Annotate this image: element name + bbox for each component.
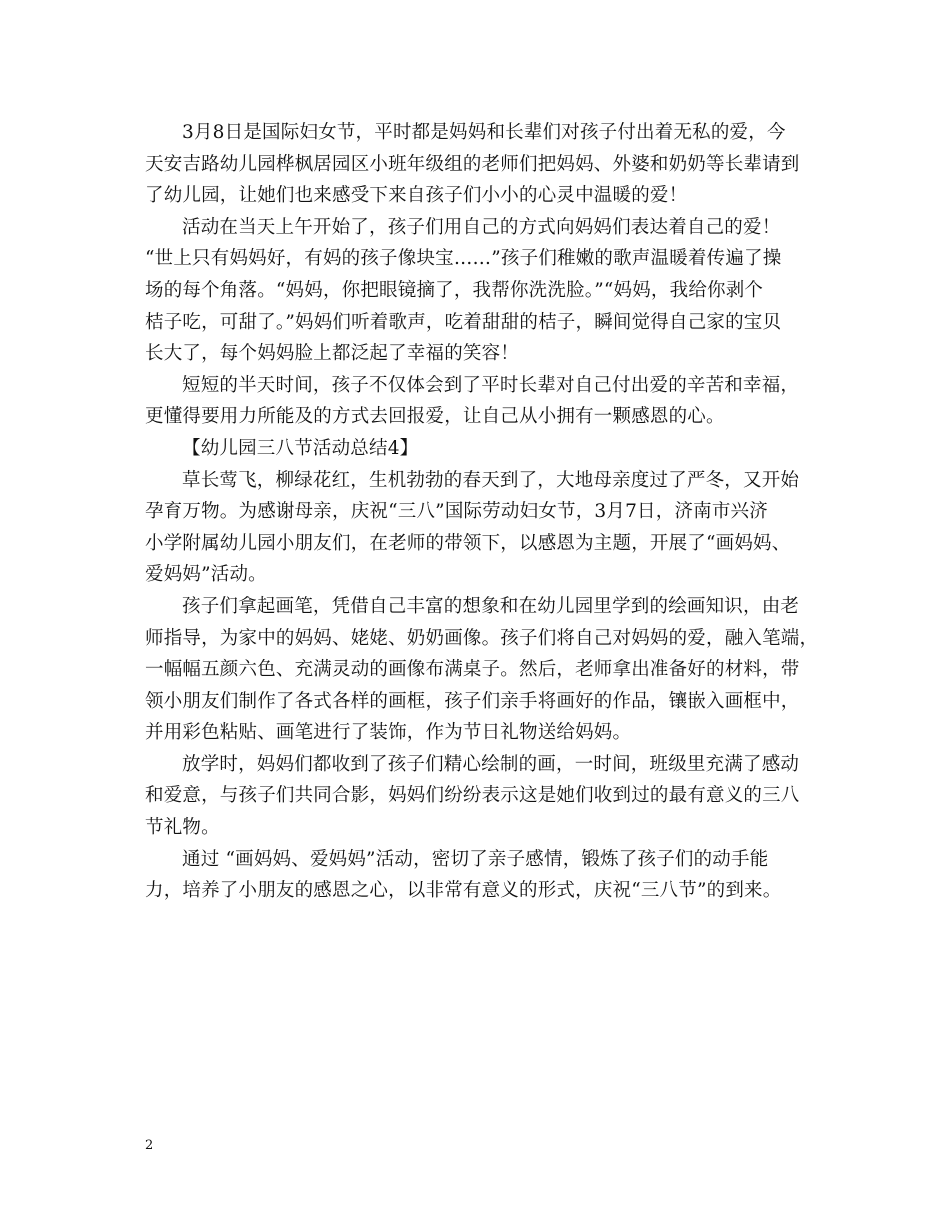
paragraph: [145, 749, 805, 844]
text-line: 和爱意，与孩子们共同合影，妈妈们纷纷表示这是她们收到过的最有意义的三八: [145, 785, 800, 807]
paragraph: [145, 370, 805, 433]
document-body: [145, 117, 819, 907]
paragraph: [145, 117, 805, 212]
text-line: 桔子吃，可甜了。”妈妈们听着歌声，吃着甜甜的桔子，瞬间觉得自己家的宝贝: [145, 311, 782, 333]
text-line: 天安吉路幼儿园桦枫居园区小班年级组的老师们把妈妈、外婆和奶奶等长辈请到: [145, 153, 800, 175]
text-line: 孕育万物。为感谢母亲，庆祝“三八”国际劳动妇女节，3月7日，济南市兴济: [145, 501, 768, 523]
text-line: 3月8日是国际妇女节，平时都是妈妈和长辈们对孩子付出着无私的爱，今: [182, 122, 786, 143]
page-number: 2: [145, 1138, 154, 1153]
paragraph: [145, 844, 805, 907]
paragraph: [145, 433, 805, 465]
text-line: 草长莺飞，柳绿花红，生机勃勃的春天到了，大地母亲度过了严冬，又开始: [182, 469, 800, 491]
paragraph: [145, 212, 805, 370]
paragraph: [145, 465, 805, 591]
text-line: 了幼儿园，让她们也来感受下来自孩子们小小的心灵中温暖的爱！: [145, 185, 688, 207]
text-line: 小学附属幼儿园小朋友们，在老师的带领下，以感恩为主题，开展了“画妈妈、: [145, 532, 791, 554]
text-line: 更懂得要用力所能及的方式去回报爱，让自己从小拥有一颗感恩的心。: [145, 406, 725, 428]
text-line: 场的每个角落。“妈妈，你把眼镜摘了，我帮你洗洗脸。”“妈妈，我给你剥个: [145, 279, 764, 301]
text-line: 孩子们拿起画笔，凭借自己丰富的想象和在幼儿园里学到的绘画知识，由老: [182, 595, 800, 617]
text-line: 【幼儿园三八节活动总结4】: [182, 437, 419, 459]
text-line: 短短的半天时间，孩子不仅体会到了平时长辈对自己付出爱的辛苦和幸福，: [182, 374, 800, 396]
text-line: 爱妈妈”活动。: [145, 564, 267, 586]
text-line: 放学时，妈妈们都收到了孩子们精心绘制的画，一时间，班级里充满了感动: [182, 753, 800, 775]
text-line: 并用彩色粘贴、画笔进行了装饰，作为节日礼物送给妈妈。: [145, 722, 632, 744]
text-line: 一幅幅五颜六色、充满灵动的画像布满桌子。然后，老师拿出准备好的材料，带: [145, 659, 800, 681]
text-line: 领小朋友们制作了各式各样的画框，孩子们亲手将画好的作品，镶嵌入画框中，: [145, 690, 800, 712]
text-line: 通过 “画妈妈、爱妈妈”活动，密切了亲子感情，锻炼了孩子们的动手能: [182, 848, 769, 870]
text-line: 力，培养了小朋友的感恩之心，以非常有意义的形式，庆祝“三八节”的到来。: [145, 880, 782, 902]
text-line: “世上只有妈妈好，有妈的孩子像块宝……”孩子们稚嫩的歌声温暖着传遍了操: [145, 248, 782, 270]
text-line: 师指导，为家中的妈妈、姥姥、奶奶画像。孩子们将自己对妈妈的爱，融入笔端，: [145, 627, 819, 649]
text-line: 长大了，每个妈妈脸上都泛起了幸福的笑容！: [145, 343, 520, 365]
text-line: 活动在当天上午开始了，孩子们用自己的方式向妈妈们表达着自己的爱！: [182, 216, 781, 238]
paragraph: [145, 591, 819, 749]
text-line: 节礼物。: [145, 817, 220, 839]
